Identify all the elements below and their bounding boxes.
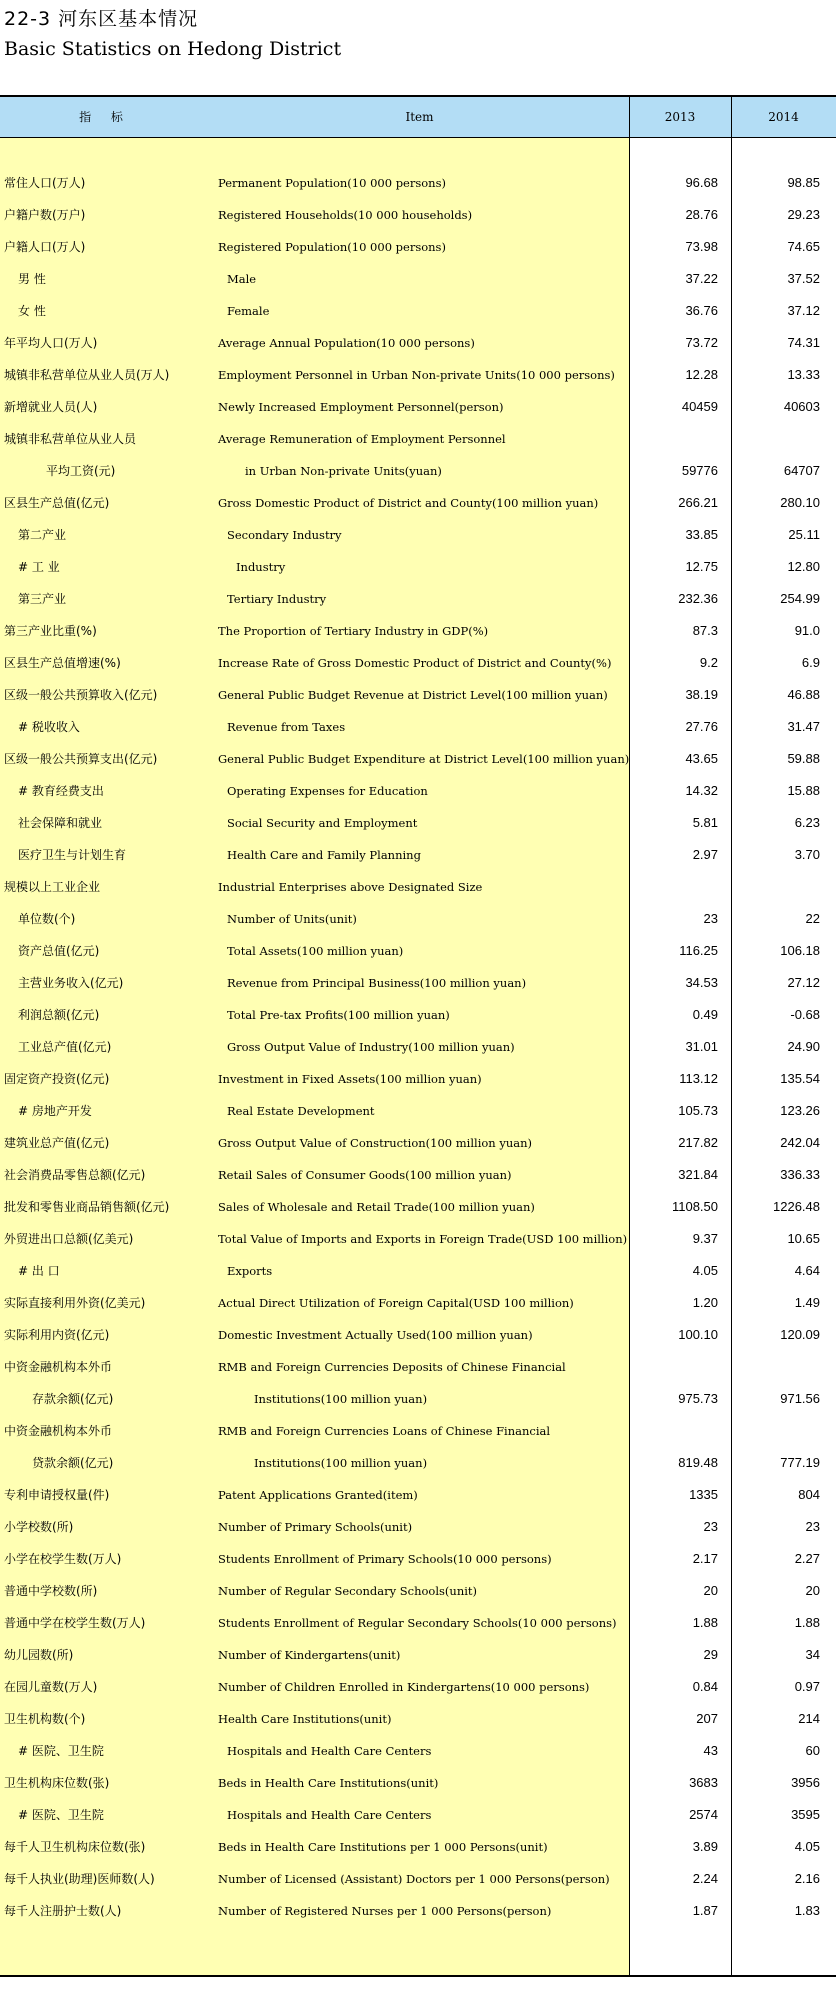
row-label-chinese: 幼儿园数(所): [4, 1648, 74, 1662]
row-label-english: Hospitals and Health Care Centers: [227, 1808, 432, 1822]
table-row: [0, 775, 836, 807]
table-row: [0, 1639, 836, 1671]
row-label-english: Hospitals and Health Care Centers: [227, 1744, 432, 1758]
header-year-2013: 2013: [664, 110, 696, 124]
row-label-chinese: 卫生机构床位数(张): [4, 1776, 110, 1790]
table-row: [0, 1287, 836, 1319]
value-2013: 23: [703, 911, 718, 926]
table-row: [0, 455, 836, 487]
row-label-english: Registered Households(10 000 households): [218, 208, 473, 222]
table-row: [0, 1223, 836, 1255]
row-label-chinese: 第二产业: [18, 528, 67, 542]
row-label-english: Number of Primary Schools(unit): [218, 1520, 413, 1534]
table-row: [0, 999, 836, 1031]
value-2013: 87.3: [692, 623, 718, 638]
row-label-chinese: 区县生产总值(亿元): [4, 496, 110, 510]
row-label-english: Number of Registered Nurses per 1 000 Persons(person): [218, 1904, 552, 1918]
value-2013: 2.97: [692, 847, 718, 862]
value-2014: 59.88: [787, 751, 820, 766]
value-2013: 23: [703, 1519, 718, 1534]
row-label-english: General Public Budget Expenditure at District Level(100 million yuan): [218, 752, 630, 766]
table-row: [0, 1383, 836, 1415]
value-2014: 91.0: [794, 623, 820, 638]
value-2013: 9.2: [699, 655, 718, 670]
row-label-english: Revenue from Principal Business(100 million yuan): [227, 976, 527, 990]
value-2013: 2.17: [692, 1551, 718, 1566]
table-bottom-rule: [0, 1975, 836, 1977]
value-2014: 4.64: [794, 1263, 820, 1278]
value-2014: 29.23: [787, 207, 820, 222]
row-label-chinese: 小学校数(所): [4, 1520, 74, 1534]
value-2013: 1.87: [692, 1903, 718, 1918]
value-2014: 13.33: [787, 367, 820, 382]
table-row: [0, 647, 836, 679]
row-label-chinese: 单位数(个): [18, 912, 76, 926]
table-row: [0, 1159, 836, 1191]
value-2014: 1.49: [794, 1295, 820, 1310]
value-2014: 40603: [783, 399, 820, 414]
table-row: [0, 167, 836, 199]
row-label-chinese: 实际直接利用外资(亿美元): [4, 1296, 146, 1310]
row-label-chinese: # 工 业: [18, 560, 60, 574]
table-row: [0, 615, 836, 647]
value-2014: 60: [805, 1743, 820, 1758]
row-label-english: Gross Output Value of Construction(100 million yuan): [218, 1136, 533, 1150]
row-label-chinese: 第三产业: [18, 592, 67, 606]
row-label-english: Actual Direct Utilization of Foreign Capital(USD 100 million): [218, 1296, 574, 1310]
table-row: [0, 583, 836, 615]
value-2014: 135.54: [780, 1071, 820, 1086]
row-label-chinese: 卫生机构数(个): [4, 1712, 86, 1726]
value-2013: 207: [696, 1711, 718, 1726]
row-label-chinese: 区县生产总值增速(%): [4, 656, 121, 670]
row-label-english: Gross Output Value of Industry(100 million yuan): [227, 1040, 515, 1054]
value-2013: 3683: [689, 1775, 718, 1790]
row-label-english: Exports: [227, 1264, 273, 1278]
row-label-english: Average Annual Population(10 000 persons): [218, 336, 475, 350]
row-label-english: Institutions(100 million yuan): [254, 1456, 428, 1470]
table-row: [0, 1575, 836, 1607]
table-row: [0, 1831, 836, 1863]
row-label-chinese: 固定资产投资(亿元): [4, 1072, 110, 1086]
row-label-chinese: 存款余额(亿元): [32, 1392, 114, 1406]
value-2014: 34: [805, 1647, 820, 1662]
row-label-english: Number of Licensed (Assistant) Doctors per 1 000 Persons(person): [218, 1872, 610, 1886]
value-2014: 6.23: [794, 815, 820, 830]
row-label-chinese: 每千人注册护士数(人): [4, 1904, 122, 1918]
value-2014: 106.18: [780, 943, 820, 958]
row-label-english: Students Enrollment of Primary Schools(10 000 persons): [218, 1552, 552, 1566]
value-2014: 336.33: [780, 1167, 820, 1182]
page-title-english: Basic Statistics on Hedong District: [4, 38, 342, 60]
row-label-english: Retail Sales of Consumer Goods(100 million yuan): [218, 1168, 512, 1182]
row-label-english: General Public Budget Revenue at District Level(100 million yuan): [218, 688, 608, 702]
value-2013: 20: [703, 1583, 718, 1598]
row-label-chinese: 平均工资(元): [46, 464, 116, 478]
value-2013: 4.05: [692, 1263, 718, 1278]
row-label-english: RMB and Foreign Currencies Loans of Chinese Financial: [218, 1424, 551, 1438]
table-row: [0, 807, 836, 839]
table-row: [0, 1415, 836, 1447]
table-row: [0, 327, 836, 359]
row-label-chinese: 医疗卫生与计划生育: [18, 848, 127, 862]
row-label-chinese: 主营业务收入(亿元): [18, 976, 124, 990]
value-2013: 28.76: [685, 207, 718, 222]
row-label-english: Employment Personnel in Urban Non-private Units(10 000 persons): [218, 368, 615, 382]
table-row: [0, 967, 836, 999]
value-2013: 73.72: [685, 335, 718, 350]
row-label-chinese: 户籍户数(万户): [4, 208, 86, 222]
value-2014: 27.12: [787, 975, 820, 990]
row-label-chinese: 中资金融机构本外币: [4, 1360, 113, 1374]
value-2014: 6.9: [801, 655, 820, 670]
value-2013: 96.68: [685, 175, 718, 190]
table-row: [0, 487, 836, 519]
value-2014: 24.90: [787, 1039, 820, 1054]
row-label-chinese: # 医院、卫生院: [18, 1808, 104, 1822]
row-label-chinese: 工业总产值(亿元): [18, 1040, 112, 1054]
row-label-english: Total Value of Imports and Exports in Foreign Trade(USD 100 million): [218, 1232, 628, 1246]
table-row: [0, 679, 836, 711]
table-row: [0, 1703, 836, 1735]
row-label-chinese: 每千人执业(助理)医师数(人): [4, 1872, 155, 1886]
value-2013: 975.73: [678, 1391, 718, 1406]
value-2014: 1.83: [794, 1903, 820, 1918]
table-row: [0, 711, 836, 743]
row-label-chinese: # 出 口: [18, 1264, 60, 1278]
row-label-english: Average Remuneration of Employment Personnel: [218, 432, 506, 446]
row-label-english: Tertiary Industry: [227, 592, 327, 606]
table-row: [0, 1671, 836, 1703]
value-2013: 33.85: [685, 527, 718, 542]
row-label-english: Industrial Enterprises above Designated Size: [218, 880, 483, 894]
row-label-english: Health Care Institutions(unit): [218, 1712, 392, 1726]
value-2014: 1.88: [794, 1615, 820, 1630]
row-label-chinese: 第三产业比重(%): [4, 624, 97, 638]
table-row: [0, 1767, 836, 1799]
table-row: [0, 231, 836, 263]
row-label-english: Institutions(100 million yuan): [254, 1392, 428, 1406]
value-2013: 819.48: [678, 1455, 718, 1470]
table-row: [0, 871, 836, 903]
row-label-english: Male: [227, 272, 257, 286]
value-2013: 59776: [681, 463, 718, 478]
table-row: [0, 935, 836, 967]
table-row: [0, 1063, 836, 1095]
value-2013: 100.10: [678, 1327, 718, 1342]
value-2013: 232.36: [678, 591, 718, 606]
table-row: [0, 263, 836, 295]
row-label-chinese: 城镇非私营单位从业人员(万人): [4, 368, 170, 382]
table-row: [0, 423, 836, 455]
value-2014: 971.56: [780, 1391, 820, 1406]
table-row: [0, 1255, 836, 1287]
row-label-english: Total Assets(100 million yuan): [227, 944, 404, 958]
value-2014: 777.19: [780, 1455, 820, 1470]
value-2014: 2.16: [794, 1871, 820, 1886]
value-2014: 2.27: [794, 1551, 820, 1566]
row-label-chinese: 社会消费品零售总额(亿元): [4, 1168, 146, 1182]
value-2014: 214: [798, 1711, 820, 1726]
row-label-chinese: 在园儿童数(万人): [4, 1680, 98, 1694]
row-label-english: Revenue from Taxes: [227, 720, 346, 734]
row-label-english: Number of Units(unit): [227, 912, 357, 926]
value-2013: 105.73: [678, 1103, 718, 1118]
row-label-english: Number of Children Enrolled in Kindergartens(10 000 persons): [218, 1680, 590, 1694]
row-label-chinese: 规模以上工业企业: [4, 880, 101, 894]
value-2014: 1226.48: [773, 1199, 820, 1214]
row-label-chinese: 外贸进出口总额(亿美元): [4, 1232, 134, 1246]
row-label-english: Beds in Health Care Institutions(unit): [218, 1776, 439, 1790]
table-row: [0, 1799, 836, 1831]
row-label-english: Permanent Population(10 000 persons): [218, 176, 446, 190]
row-label-english: in Urban Non-private Units(yuan): [245, 464, 442, 478]
table-row: [0, 519, 836, 551]
value-2013: 36.76: [685, 303, 718, 318]
value-2014: 123.26: [780, 1103, 820, 1118]
row-label-chinese: 中资金融机构本外币: [4, 1424, 113, 1438]
value-2014: 120.09: [780, 1327, 820, 1342]
value-2013: 321.84: [678, 1167, 718, 1182]
row-label-chinese: 常住人口(万人): [4, 176, 86, 190]
row-label-english: Female: [227, 304, 270, 318]
row-label-english: The Proportion of Tertiary Industry in GDP(%): [218, 624, 489, 638]
row-label-chinese: 贷款余额(亿元): [32, 1456, 114, 1470]
table-row: [0, 1127, 836, 1159]
value-2013: 31.01: [685, 1039, 718, 1054]
value-2014: 31.47: [787, 719, 820, 734]
value-2013: 1108.50: [671, 1199, 718, 1214]
value-2014: 254.99: [780, 591, 820, 606]
table-row: [0, 1895, 836, 1927]
table-row: [0, 1447, 836, 1479]
table-row: [0, 1479, 836, 1511]
statistics-table: [0, 95, 836, 1977]
row-label-chinese: 区级一般公共预算收入(亿元): [4, 688, 158, 702]
row-label-chinese: 户籍人口(万人): [4, 240, 86, 254]
row-label-chinese: 区级一般公共预算支出(亿元): [4, 752, 158, 766]
row-label-chinese: 资产总值(亿元): [18, 944, 100, 958]
value-2013: 12.75: [685, 559, 718, 574]
value-2013: 0.84: [692, 1679, 718, 1694]
table-row: [0, 199, 836, 231]
value-2013: 1.88: [692, 1615, 718, 1630]
row-label-chinese: 女 性: [18, 304, 46, 318]
row-label-chinese: 新增就业人员(人): [4, 400, 98, 414]
row-label-chinese: 社会保障和就业: [18, 816, 103, 830]
table-header-rule: [0, 137, 836, 138]
table-row: [0, 1319, 836, 1351]
header-item: Item: [405, 110, 434, 124]
row-label-chinese: # 医院、卫生院: [18, 1744, 104, 1758]
row-label-chinese: 建筑业总产值(亿元): [4, 1136, 110, 1150]
value-2014: 37.52: [787, 271, 820, 286]
row-label-chinese: 城镇非私营单位从业人员: [4, 432, 137, 446]
row-label-english: Industry: [236, 560, 286, 574]
table-row: [0, 1031, 836, 1063]
value-2013: 12.28: [685, 367, 718, 382]
row-label-english: Social Security and Employment: [227, 816, 418, 830]
table-row: [0, 1351, 836, 1383]
value-2014: 74.65: [787, 239, 820, 254]
value-2014: 25.11: [788, 527, 820, 542]
value-2013: 266.21: [678, 495, 718, 510]
row-label-chinese: 小学在校学生数(万人): [4, 1552, 122, 1566]
row-label-english: Health Care and Family Planning: [227, 848, 421, 862]
row-label-english: Patent Applications Granted(item): [218, 1488, 418, 1502]
value-2014: 15.88: [787, 783, 820, 798]
value-2013: 1.20: [692, 1295, 718, 1310]
value-2014: -0.68: [790, 1007, 820, 1022]
table-row: [0, 1607, 836, 1639]
row-label-chinese: # 税收收入: [18, 720, 80, 734]
page-title-chinese: 22-3 河东区基本情况: [4, 8, 199, 30]
row-label-chinese: 实际利用内资(亿元): [4, 1328, 110, 1342]
row-label-english: Real Estate Development: [227, 1104, 375, 1118]
row-label-english: RMB and Foreign Currencies Deposits of Chinese Financial: [218, 1360, 566, 1374]
table-body: [0, 167, 836, 1927]
row-label-chinese: 男 性: [18, 272, 46, 286]
table-row: [0, 839, 836, 871]
value-2014: 4.05: [794, 1839, 820, 1854]
value-2014: 242.04: [780, 1135, 820, 1150]
value-2013: 3.89: [692, 1839, 718, 1854]
value-2014: 23: [805, 1519, 820, 1534]
row-label-english: Operating Expenses for Education: [227, 784, 428, 798]
row-label-chinese: 利润总额(亿元): [18, 1008, 100, 1022]
row-label-english: Students Enrollment of Regular Secondary Schools(10 000 persons): [218, 1616, 617, 1630]
row-label-english: Domestic Investment Actually Used(100 million yuan): [218, 1328, 533, 1342]
row-label-english: Investment in Fixed Assets(100 million yuan): [218, 1072, 482, 1086]
row-label-chinese: # 房地产开发: [18, 1104, 92, 1118]
row-label-chinese: 专利申请授权量(件): [4, 1488, 110, 1502]
row-label-chinese: # 教育经费支出: [18, 784, 104, 798]
row-label-english: Registered Population(10 000 persons): [218, 240, 446, 254]
table-row: [0, 1095, 836, 1127]
value-2013: 9.37: [692, 1231, 718, 1246]
row-label-english: Gross Domestic Product of District and County(100 million yuan): [218, 496, 599, 510]
row-label-chinese: 年平均人口(万人): [4, 336, 98, 350]
value-2013: 1335: [689, 1487, 718, 1502]
row-label-english: Sales of Wholesale and Retail Trade(100 million yuan): [218, 1200, 535, 1214]
row-label-chinese: 普通中学在校学生数(万人): [4, 1616, 146, 1630]
row-label-chinese: 普通中学校数(所): [4, 1584, 98, 1598]
value-2014: 12.80: [787, 559, 820, 574]
value-2013: 43.65: [685, 751, 718, 766]
table-row: [0, 1191, 836, 1223]
value-2013: 43: [703, 1743, 718, 1758]
value-2014: 46.88: [787, 687, 820, 702]
value-2014: 3.70: [794, 847, 820, 862]
value-2014: 64707: [783, 463, 820, 478]
row-label-english: Beds in Health Care Institutions per 1 000 Persons(unit): [218, 1840, 548, 1854]
value-2014: 10.65: [787, 1231, 820, 1246]
header-indicator: 指 标: [79, 110, 131, 124]
table-row: [0, 295, 836, 327]
table-row: [0, 359, 836, 391]
value-2013: 0.49: [692, 1007, 718, 1022]
value-2013: 5.81: [692, 815, 718, 830]
value-2013: 116.25: [679, 943, 718, 958]
value-2013: 38.19: [685, 687, 718, 702]
value-2014: 0.97: [794, 1679, 820, 1694]
table-row: [0, 903, 836, 935]
table-row: [0, 1511, 836, 1543]
table-row: [0, 1543, 836, 1575]
value-2013: 113.12: [679, 1071, 718, 1086]
table-row: [0, 1735, 836, 1767]
value-2013: 14.32: [685, 783, 718, 798]
table-row: [0, 743, 836, 775]
value-2014: 20: [805, 1583, 820, 1598]
row-label-english: Secondary Industry: [227, 528, 342, 542]
value-2013: 27.76: [685, 719, 718, 734]
value-2013: 34.53: [685, 975, 718, 990]
value-2014: 37.12: [787, 303, 820, 318]
table-row: [0, 391, 836, 423]
value-2013: 2.24: [692, 1871, 718, 1886]
value-2013: 73.98: [685, 239, 718, 254]
row-label-english: Newly Increased Employment Personnel(person): [218, 400, 504, 414]
value-2013: 29: [703, 1647, 718, 1662]
value-2014: 74.31: [787, 335, 820, 350]
value-2014: 22: [805, 911, 820, 926]
value-2014: 804: [798, 1487, 820, 1502]
row-label-english: Number of Regular Secondary Schools(unit): [218, 1584, 478, 1598]
table-row: [0, 551, 836, 583]
value-2014: 98.85: [787, 175, 820, 190]
value-2013: 217.82: [678, 1135, 718, 1150]
row-label-chinese: 批发和零售业商品销售额(亿元): [4, 1200, 170, 1214]
value-2014: 3956: [791, 1775, 820, 1790]
value-2013: 2574: [689, 1807, 718, 1822]
row-label-english: Total Pre-tax Profits(100 million yuan): [227, 1008, 450, 1022]
table-row: [0, 1863, 836, 1895]
row-label-chinese: 每千人卫生机构床位数(张): [4, 1840, 146, 1854]
value-2013: 40459: [681, 399, 718, 414]
row-label-english: Number of Kindergartens(unit): [218, 1648, 401, 1662]
row-label-english: Increase Rate of Gross Domestic Product of District and County(%): [218, 656, 612, 670]
value-2014: 280.10: [780, 495, 820, 510]
value-2014: 3595: [791, 1807, 820, 1822]
header-year-2014: 2014: [768, 110, 799, 124]
value-2013: 37.22: [685, 271, 718, 286]
